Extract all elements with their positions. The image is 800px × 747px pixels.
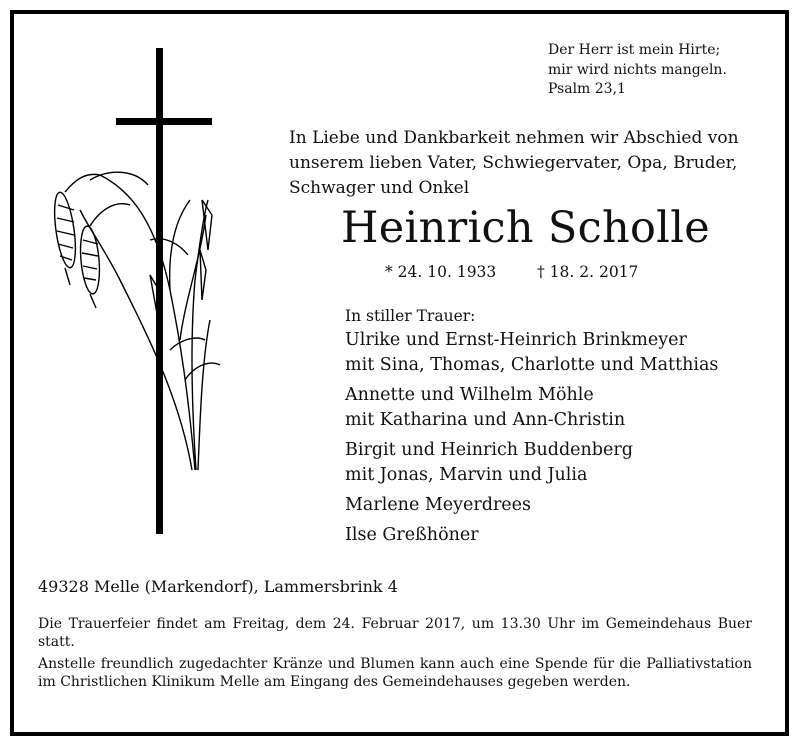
mourner-group	[345, 493, 765, 518]
psalm-reference: Psalm 23,1	[548, 81, 626, 97]
deceased-name: Heinrich Scholle	[341, 203, 711, 253]
family-address: 49328 Melle (Markendorf), Lammersbrink 4	[38, 577, 398, 596]
mourner-line: Ilse Greßhöner	[345, 525, 479, 545]
mourner-line: mit Sina, Thomas, Charlotte und Matthias	[345, 355, 719, 375]
intro-line: In Liebe und Dankbarkeit nehmen wir Abschied von	[289, 128, 739, 148]
mourner-line: Ulrike und Ernst-Heinrich Brinkmeyer	[345, 330, 687, 350]
mourner-group	[345, 383, 765, 433]
cross-and-wheat-illustration	[30, 40, 230, 540]
mourners-list	[345, 328, 765, 553]
mourner-group	[345, 523, 765, 548]
mourner-line: mit Jonas, Marvin und Julia	[345, 465, 588, 485]
mourner-group	[345, 438, 765, 488]
mourner-line: Marlene Meyerdrees	[345, 495, 532, 515]
donation-notice: Anstelle freundlich zugedachter Kränze und Blumen kann auch eine Spende für die Palliativstation im Christlichen Klinikum Melle am Eingang des Gemeindehauses gegeben werden.	[38, 656, 752, 690]
funeral-service-notice: Die Trauerfeier findet am Freitag, dem 24. Februar 2017, um 13.30 Uhr im Gemeindehaus Buer statt.	[38, 616, 752, 650]
psalm-line: mir wird nichts mangeln.	[548, 61, 727, 78]
birth-date: * 24. 10. 1933	[385, 263, 497, 281]
cross-icon	[116, 48, 212, 534]
psalm-quote	[548, 41, 727, 100]
wheat-icon	[51, 172, 220, 470]
mourner-group	[345, 328, 765, 378]
psalm-line: Der Herr ist mein Hirte;	[548, 42, 721, 58]
intro-text	[289, 126, 759, 201]
intro-line: Schwager und Onkel	[289, 178, 470, 198]
intro-line: unserem lieben Vater, Schwiegervater, Opa, Bruder,	[289, 153, 738, 173]
mourner-line: mit Katharina und Ann-Christin	[345, 410, 626, 430]
mourners-label: In stiller Trauer:	[345, 307, 476, 325]
mourner-line: Annette und Wilhelm Möhle	[345, 385, 594, 405]
mourner-line: Birgit und Heinrich Buddenberg	[345, 440, 633, 460]
death-date: † 18. 2. 2017	[537, 263, 639, 281]
